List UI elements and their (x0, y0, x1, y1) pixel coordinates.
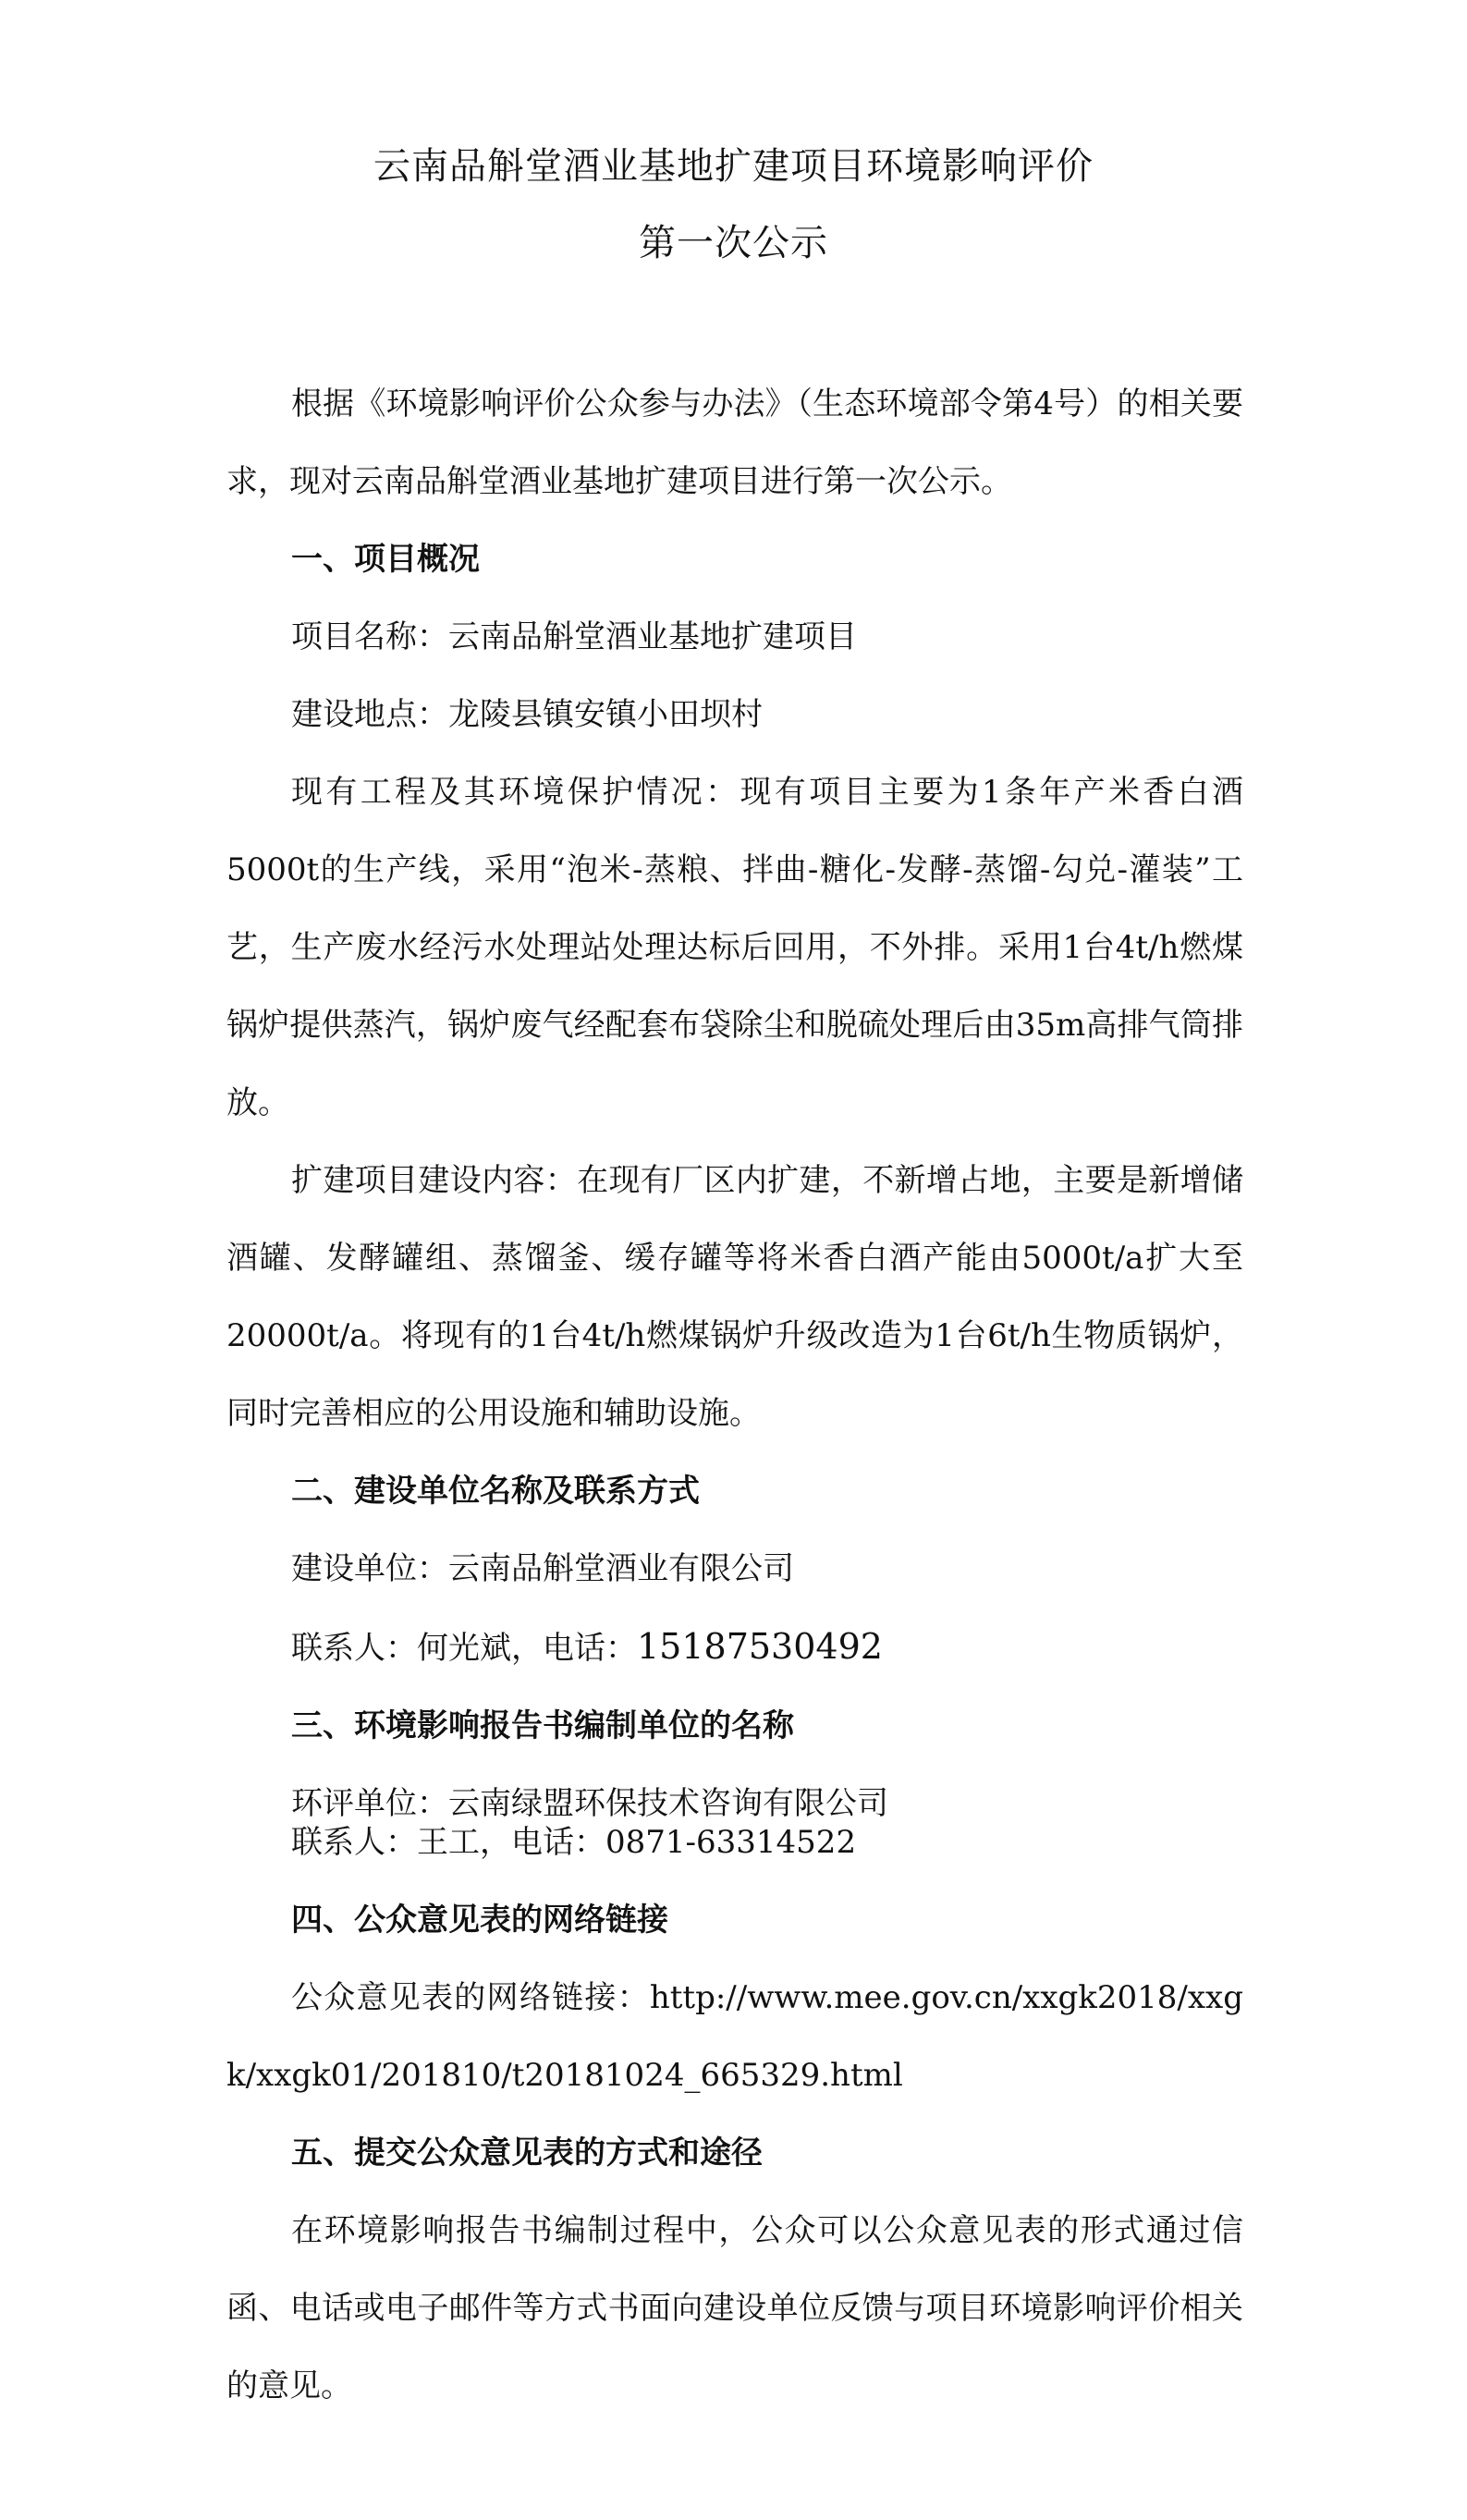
eia-unit-block (226, 1765, 1243, 1881)
existing-project-paragraph: 现有工程及其环境保护情况：现有项目主要为1条年产米香白酒5000t的生产线，采用“泡米-蒸粮、拌曲-糖化-发酵-蒸馏-勾兑-灌装”工艺，生产废水经污水处理站处理达标后回用，不外排。采用1台4t/h燃煤锅炉提供蒸汽，锅炉废气经配套布袋除尘和脱硫处理后由35m高排气筒排放。 (226, 774, 1243, 1121)
builder-contact (226, 1608, 1243, 1687)
eia-contact: 联系人：王工，电话：0871-63314522 (291, 1824, 857, 1861)
project-location: 建设地点：龙陵县镇安镇小田坝村 (291, 696, 763, 733)
section-heading-builder: 二、建设单位名称及联系方式 (291, 1473, 700, 1510)
submission-paragraph: 在环境影响报告书编制过程中，公众可以公众意见表的形式通过信函、电话或电子邮件等方式书面向建设单位反馈与项目环境影响评价相关的意见。 (226, 2212, 1243, 2404)
section-heading-eia-unit: 三、环境影响报告书编制单位的名称 (291, 1707, 794, 1744)
section-heading-link: 四、公众意见表的网络链接 (291, 1902, 668, 1939)
document-subtitle: 第一次公示 (639, 222, 828, 264)
intro-paragraph: 根据《环境影响评价公众参与办法》（生态环境部令第4号）的相关要求，现对云南品斛堂酒业基地扩建项目进行第一次公示。 (226, 385, 1243, 500)
expansion-paragraph: 扩建项目建设内容：在现有厂区内扩建，不新增占地，主要是新增储酒罐、发酵罐组、蒸馏釜、缓存罐等将米香白酒产能由5000t/a扩大至20000t/a。将现有的1台4t/h燃煤锅炉升级改造为1台6t/h生物质锅炉，同时完善相应的公用设施和辅助设施。 (226, 1162, 1243, 1432)
opinion-form-link[interactable]: 公众意见表的网络链接：http://www.mee.gov.cn/xxgk2018/xxgk/xxgk01/201810/t20181024_665329.html (226, 1979, 1243, 2094)
section-heading-submission: 五、提交公众意见表的方式和途径 (291, 2135, 763, 2171)
project-name: 项目名称：云南品斛堂酒业基地扩建项目 (291, 618, 857, 655)
builder-phone: 15187530492 (637, 1626, 883, 1667)
builder-unit: 建设单位：云南品斛堂酒业有限公司 (291, 1550, 794, 1587)
eia-unit: 环评单位：云南绿盟环保技术咨询有限公司 (291, 1785, 888, 1822)
document-body (226, 365, 1243, 2425)
builder-contact-label: 联系人：何光斌，电话： (291, 1630, 637, 1667)
section-heading-overview: 一、项目概况 (291, 541, 480, 578)
document-title: 云南品斛堂酒业基地扩建项目环境影响评价 (373, 145, 1094, 188)
